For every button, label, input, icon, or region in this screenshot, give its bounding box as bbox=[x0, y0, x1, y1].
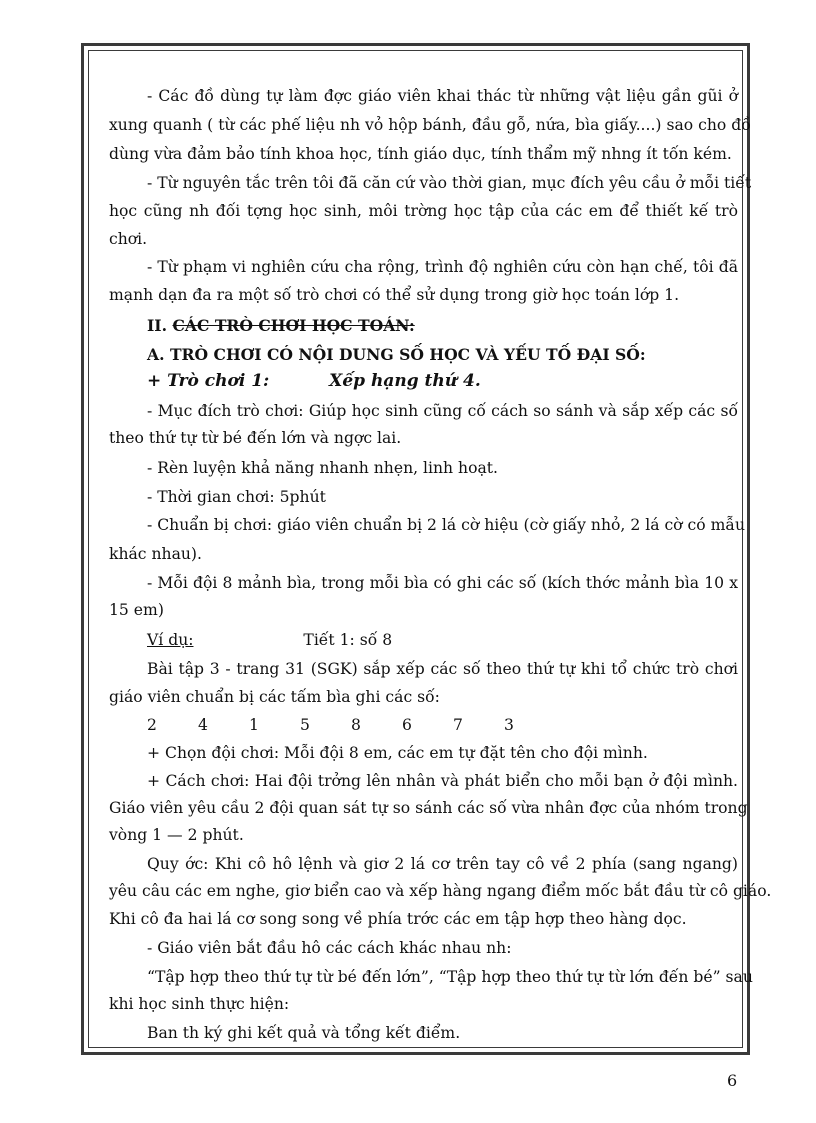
paragraph-line: học cũng nh đối tợng học sinh, môi trờng học tập của các em để thiết kế trò bbox=[109, 202, 738, 220]
example-text: Tiết 1: số 8 bbox=[303, 631, 393, 649]
paragraph-line: chơi. bbox=[109, 230, 148, 248]
section-number: II. bbox=[147, 316, 168, 335]
paragraph-line: dùng vừa đảm bảo tính khoa học, tính giáo dục, tính thẩm mỹ nhng ít tốn kém. bbox=[109, 145, 732, 163]
body-line: - Mỗi đội 8 mảnh bìa, trong mỗi bìa có ghi các số (kích thớc mảnh bìa 10 x bbox=[147, 574, 738, 592]
number-sequence bbox=[147, 715, 555, 735]
paragraph-line: mạnh dạn đa ra một số trò chơi có thể sử dụng trong giờ học toán lớp 1. bbox=[109, 286, 680, 304]
paragraph-line: - Các đồ dùng tự làm đợc giáo viên khai thác từ những vật liệu gần gũi ở bbox=[147, 87, 738, 105]
body-line: theo thứ tự từ bé đến lớn và ngợc lai. bbox=[109, 429, 402, 447]
number-item: 5 bbox=[300, 716, 310, 734]
example-label: Ví dụ: bbox=[147, 631, 194, 649]
exercise-line: giáo viên chuẩn bị các tấm bìa ghi các số: bbox=[109, 688, 440, 706]
exercise-line: Bài tập 3 - trang 31 (SGK) sắp xếp các số theo thứ tự khi tổ chức trò chơi bbox=[147, 660, 738, 678]
body-line: - Rèn luyện khả năng nhanh nhẹn, linh hoạt. bbox=[147, 459, 498, 477]
number-item: 3 bbox=[504, 716, 514, 734]
body-line: - Thời gian chơi: 5phút bbox=[147, 488, 326, 506]
game-heading bbox=[147, 371, 481, 391]
example-line bbox=[147, 630, 392, 650]
section-heading-a: A. TRÒ CHƠI CÓ NỘI DUNG SỐ HỌC VÀ YẾU TỐ ĐẠI SỐ: bbox=[147, 345, 646, 364]
rule-line: “Tập hợp theo thứ tự từ bé đến lớn”, “Tập hợp theo thứ tự từ lớn đến bé” sau bbox=[147, 968, 753, 986]
section-title: CÁC TRÒ CHƠI HỌC TOÁN: bbox=[172, 316, 415, 335]
rule-line: Giáo viên yêu cầu 2 đội quan sát tự so sánh các số vừa nhân đợc của nhóm trong bbox=[109, 799, 748, 817]
game-name: Xếp hạng thứ 4. bbox=[329, 371, 481, 391]
rule-line: Quy ớc: Khi cô hô lệnh và giơ 2 lá cơ trên tay cô về 2 phía (sang ngang) bbox=[147, 855, 738, 873]
paragraph-line: - Từ nguyên tắc trên tôi đã căn cứ vào thời gian, mục đích yêu cầu ở mỗi tiết bbox=[147, 174, 752, 192]
rule-line: Khi cô đa hai lá cơ song song về phía trớc các em tập hợp theo hàng dọc. bbox=[109, 910, 687, 928]
number-item: 6 bbox=[402, 716, 412, 734]
rule-line: vòng 1 — 2 phút. bbox=[109, 826, 244, 844]
page-number: 6 bbox=[727, 1071, 738, 1090]
rule-line: + Chọn đội chơi: Mỗi đội 8 em, các em tự đặt tên cho đội mình. bbox=[147, 744, 648, 762]
number-item: 4 bbox=[198, 716, 208, 734]
number-item: 1 bbox=[249, 716, 259, 734]
number-item: 7 bbox=[453, 716, 463, 734]
body-line: - Mục đích trò chơi: Giúp học sinh cũng cố cách so sánh và sắp xếp các số bbox=[147, 402, 738, 420]
rule-line: khi học sinh thực hiện: bbox=[109, 995, 290, 1013]
rule-line: Ban th ký ghi kết quả và tổng kết điểm. bbox=[147, 1024, 461, 1042]
number-item: 8 bbox=[351, 716, 361, 734]
game-label: + Trò chơi 1: bbox=[147, 371, 270, 391]
paragraph-line: - Từ phạm vi nghiên cứu cha rộng, trình độ nghiên cứu còn hạn chế, tôi đã bbox=[147, 258, 738, 276]
body-line: khác nhau). bbox=[109, 545, 202, 563]
section-heading-2 bbox=[147, 316, 415, 336]
rule-line: yêu câu các em nghe, giơ biển cao và xếp hàng ngang điểm mốc bắt đầu từ cô giáo. bbox=[109, 882, 772, 900]
number-item: 2 bbox=[147, 716, 157, 734]
body-line: 15 em) bbox=[109, 601, 164, 619]
body-line: - Chuẩn bị chơi: giáo viên chuẩn bị 2 lá cờ hiệu (cờ giấy nhỏ, 2 lá cờ có mẫu bbox=[147, 516, 745, 534]
paragraph-line: xung quanh ( từ các phế liệu nh vỏ hộp bánh, đầu gỗ, nứa, bìa giấy....) sao cho đồ bbox=[109, 116, 751, 134]
rule-line: - Giáo viên bắt đầu hô các cách khác nhau nh: bbox=[147, 939, 512, 957]
rule-line: + Cách chơi: Hai đội trởng lên nhân và phát biển cho mỗi bạn ở đội mình. bbox=[147, 772, 738, 790]
